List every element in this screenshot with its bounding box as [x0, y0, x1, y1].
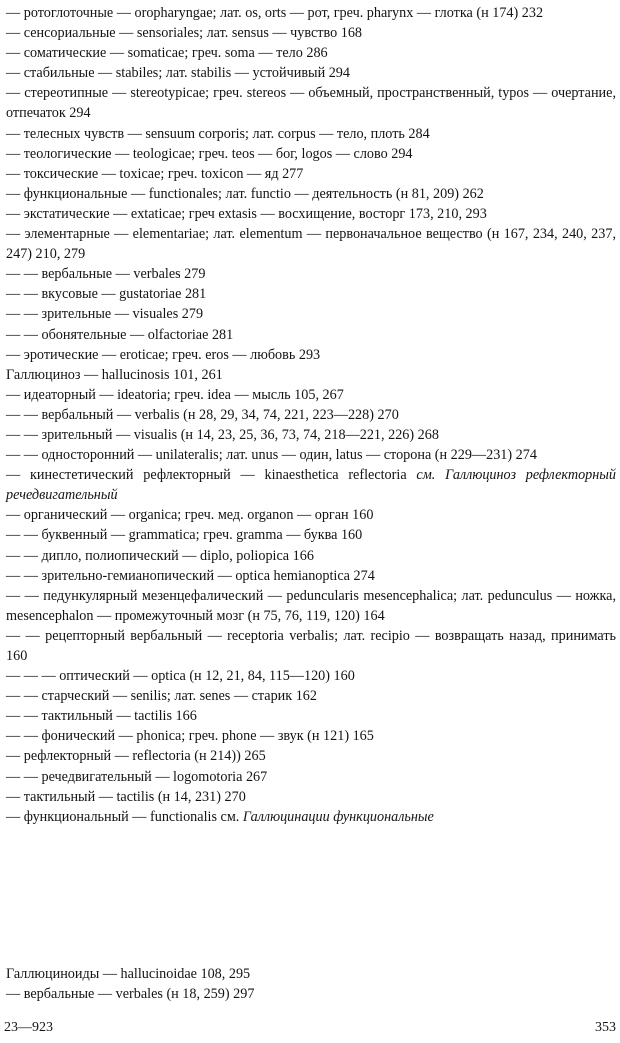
entry-text: — ротоглоточные — oropharyngae; лат. os, orts — рот, греч. pharynx — глотка (н 174) 232 — [6, 5, 544, 21]
entry-text: — функциональный — functionalis см. — [6, 808, 240, 825]
entry-text: — — педункулярный мезенцефалический — peduncularis mesencephalica; лат. pedunculus — ножка, mesencephalon — промежуточный мозг (н 75, 76, 119, 120) 164 — [6, 587, 616, 624]
index-entry — [6, 83, 616, 123]
entry-text: — — фонический — phonica; греч. phone — звук (н 121) 165 — [6, 728, 374, 745]
entry-text: — — обонятельные — olfactoriae 281 — [6, 326, 234, 343]
index-entry — [6, 666, 616, 686]
index-entry — [6, 164, 616, 184]
entry-text: — стереотипные — stereotypicae; греч. stereos — объемный, пространственный, typos — очертание, отпечаток 294 — [6, 85, 616, 122]
index-entry — [6, 787, 616, 807]
cross-reference: см. Галлюциноз рефлекторный речедвигательный — [6, 467, 617, 504]
index-entry — [6, 566, 616, 586]
index-entry — [6, 43, 616, 63]
page-footer — [0, 1018, 620, 1040]
index-entry — [6, 686, 616, 706]
entry-text: — — старческий — senilis; лат. senes — старик 162 — [6, 688, 317, 705]
index-entry — [6, 325, 616, 345]
index-entry — [6, 505, 616, 525]
index-entry — [6, 425, 616, 445]
entry-text: — — вербальные — verbales 279 — [6, 266, 206, 283]
entry-text: — — — оптический — optica (н 12, 21, 84, 115—120) 160 — [6, 668, 355, 685]
entry-text: — эротические — eroticae; греч. eros — любовь 293 — [6, 346, 321, 363]
index-entry — [6, 144, 616, 164]
entry-text: — — вербальный — verbalis (н 28, 29, 34, 74, 221, 223—228) 270 — [6, 406, 399, 423]
entry-text: — телесных чувств — sensuum corporis; лат. corpus — тело, плоть 284 — [6, 125, 430, 142]
index-entry — [6, 224, 616, 264]
printer-signature: 23—923 — [4, 1020, 53, 1035]
entry-text: — тактильный — tactilis (н 14, 231) 270 — [6, 788, 246, 805]
index-entry — [6, 23, 616, 43]
index-entry — [6, 626, 616, 666]
index-entry — [6, 706, 616, 726]
entry-text: — экстатические — extaticae; греч extasis — восхищение, восторг 173, 210, 293 — [6, 205, 487, 222]
entry-text: — идеаторный — ideatoria; греч. idea — мысль 105, 267 — [6, 386, 344, 403]
index-entry — [6, 984, 616, 1004]
index-entry — [6, 445, 616, 465]
index-entry — [6, 264, 616, 284]
cross-reference: Галлюцинации функциональные — [239, 808, 434, 825]
index-entry — [6, 304, 616, 324]
entry-text: — — зрительный — visualis (н 14, 23, 25, 36, 73, 74, 218—221, 226) 268 — [6, 426, 439, 443]
index-entry — [6, 746, 616, 766]
entry-text: — — односторонний — unilateralis; лат. unus — один, latus — сторона (н 229—231) 274 — [6, 447, 537, 464]
index-entry — [6, 964, 616, 984]
entry-text: — теологические — teologicae; греч. teos — бог, logos — слово 294 — [6, 145, 413, 162]
entry-text: — токсические — toxicae; греч. toxicon — яд 277 — [6, 165, 304, 182]
entry-text: — — тактильный — tactilis 166 — [6, 708, 197, 725]
index-entry — [6, 525, 616, 545]
index-entry — [6, 184, 616, 204]
index-entry — [6, 807, 616, 827]
entry-text: — органический — organica; греч. мед. organon — орган 160 — [6, 507, 374, 524]
index-entry — [6, 204, 616, 224]
entry-text: — — буквенный — grammatica; греч. gramma — буква 160 — [6, 527, 363, 544]
entry-text: — — рецепторный вербальный — receptoria verbalis; лат. recipio — возвращать назад, принимать 160 — [6, 627, 616, 664]
index-entry — [6, 586, 616, 626]
entry-text: — — зрительно-гемианопический — optica hemianoptica 274 — [6, 567, 375, 584]
entry-text: — сенсориальные — sensoriales; лат. sensus — чувство 168 — [6, 25, 363, 42]
entry-text: — вербальные — verbales (н 18, 259) 297 — [6, 986, 255, 1003]
index-entry — [6, 3, 616, 23]
entry-text: — — дипло, полиопический — diplo, poliopica 166 — [6, 547, 314, 564]
page-number: 353 — [595, 1020, 616, 1035]
entry-text: — рефлекторный — reflectoria (н 214)) 265 — [6, 748, 266, 765]
index-entry — [6, 365, 616, 385]
index-entry — [6, 767, 616, 787]
entry-text: — функциональные — functionales; лат. functio — деятельность (н 81, 209) 262 — [6, 185, 484, 202]
entry-text: — стабильные — stabiles; лат. stabilis — устойчивый 294 — [6, 65, 350, 82]
index-entry — [6, 345, 616, 365]
index-entry — [6, 465, 616, 505]
index-entry — [6, 284, 616, 304]
entry-text: — соматические — somaticae; греч. soma — тело 286 — [6, 45, 328, 62]
index-entries — [6, 3, 616, 827]
index-entry — [6, 405, 616, 425]
index-entry — [6, 124, 616, 144]
index-entry — [6, 63, 616, 83]
entry-text: Галлюциноиды — hallucinoidae 108, 295 — [6, 966, 251, 982]
index-entries-continued — [6, 964, 616, 1004]
entry-text: — — речедвигательный — logomotoria 267 — [6, 768, 268, 785]
entry-text: — кинестетический рефлекторный — kinaesthetica reflectoria — [6, 467, 407, 484]
entry-text: — элементарные — elementariae; лат. elementum — первоначальное вещество (н 167, 234, 240, 237, 247) 210, 279 — [6, 226, 616, 263]
entry-text: — — зрительные — visuales 279 — [6, 306, 204, 323]
index-entry — [6, 385, 616, 405]
entry-text: Галлюциноз — hallucinosis 101, 261 — [6, 366, 223, 383]
index-entry — [6, 546, 616, 566]
index-entry — [6, 726, 616, 746]
entry-text: — — вкусовые — gustatoriae 281 — [6, 286, 207, 303]
